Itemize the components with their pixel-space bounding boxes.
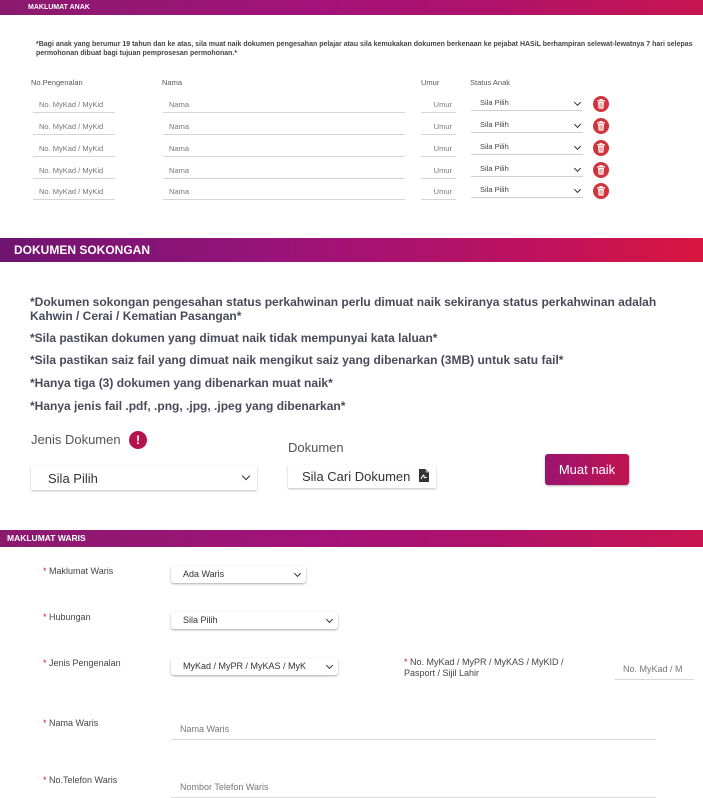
maklumat-waris-title: MAKLUMAT WARIS [7,533,86,543]
trash-icon [596,143,606,153]
nama-waris-placeholder: Nama Waris [180,724,230,734]
chevron-down-icon [574,165,581,172]
required-mark: * [43,718,47,728]
maklumat-waris-label [43,566,113,576]
jenis-pengenalan-label [43,658,121,668]
required-mark: * [43,658,47,668]
column-header-name: Nama [162,78,183,87]
trash-icon [596,121,606,131]
trash-icon [596,165,606,175]
maklumat-waris-label-text: Maklumat Waris [49,566,114,576]
child-id-placeholder: No. MyKad / MyKid [39,166,104,175]
maklumat-waris-select[interactable] [171,566,306,583]
maklumat-waris-value: Ada Waris [183,569,225,579]
upload-button[interactable] [545,454,629,485]
child-age-input[interactable] [421,140,456,157]
child-status-select[interactable] [471,161,583,177]
child-id-input[interactable] [33,140,115,157]
column-header-age: Umur [421,78,440,87]
required-mark: * [404,657,408,667]
child-status-value: Sila Pilih [480,98,509,107]
child-id-input[interactable] [33,118,115,135]
upload-button-label: Muat naik [558,462,616,477]
column-header-id: No.Pengenalan [31,78,83,87]
hubungan-label-text: Hubungan [49,612,91,622]
telefon-waris-label [43,775,117,785]
jenis-dokumen-select[interactable] [31,466,257,490]
child-status-value: Sila Pilih [480,185,509,194]
child-id-placeholder: No. MyKad / MyKid [39,122,104,131]
child-name-placeholder: Nama [169,187,190,196]
child-status-select[interactable] [471,95,583,111]
child-id-input[interactable] [33,162,115,179]
dokumen-note: *Sila pastikan saiz fail yang dimuat naik mengikut saiz yang dibenarkan (3MB) untuk satu fail* [30,353,564,367]
telefon-waris-input[interactable] [171,779,656,798]
jenis-dokumen-value: Sila Pilih [48,471,98,486]
child-id-placeholder: No. MyKad / MyKid [39,187,104,196]
trash-icon [596,186,606,196]
dokumen-sokongan-title: DOKUMEN SOKONGAN [14,243,151,257]
chevron-down-icon [574,99,581,106]
child-name-input[interactable] [163,118,405,135]
jenis-pengenalan-value: MyKad / MyPR / MyKAS / MyK [183,661,307,671]
alert-icon: ! [129,431,147,449]
chevron-down-icon [574,186,581,193]
child-status-value: Sila Pilih [480,164,509,173]
delete-row-button[interactable] [593,140,609,156]
child-name-input[interactable] [163,162,405,179]
column-header-status: Status Anak [470,78,511,87]
child-status-select[interactable] [471,139,583,155]
chevron-down-icon [574,121,581,128]
pdf-file-icon [419,469,429,487]
child-id-input[interactable] [33,96,115,113]
hubungan-value: Sila Pilih [183,615,218,625]
child-status-value: Sila Pilih [480,142,509,151]
child-id-input[interactable] [33,183,115,200]
dokumen-label: Dokumen [288,440,344,455]
dokumen-note: *Dokumen sokongan pengesahan status perkahwinan perlu dimuat naik sekiranya status perkahwinan adalah Kahwin / Cerai / Kematian Pasangan* [30,295,657,323]
chevron-down-icon [326,662,333,669]
delete-row-button[interactable] [593,118,609,134]
no-pengenalan-input[interactable] [614,660,694,680]
child-age-placeholder: Umur [433,144,452,153]
child-status-value: Sila Pilih [480,120,509,129]
required-mark: * [43,775,47,785]
chevron-down-icon [242,472,250,480]
child-name-placeholder: Nama [169,166,190,175]
maklumat-anak-title: MAKLUMAT ANAK [28,4,90,11]
child-age-placeholder: Umur [433,187,452,196]
hubungan-select[interactable] [171,612,338,629]
child-name-input[interactable] [163,140,405,157]
child-age-input[interactable] [421,96,456,113]
chevron-down-icon [574,143,581,150]
required-mark: * [43,612,47,622]
child-name-placeholder: Nama [169,144,190,153]
maklumat-anak-note: *Bagi anak yang berumur 19 tahun dan ke atas, sila muat naik dokumen pengesahan pelajar atau sila kemukakan dokumen berkenaan ke pejabat HASiL berhampiran selewat-lewatnya 7 hari selepas permohonan dibuat bagi tujuan pemprosesan permohonan.* [36,41,693,57]
dokumen-note: *Hanya jenis fail .pdf, .png, .jpg, .jpeg yang dibenarkan* [30,399,346,413]
child-age-input[interactable] [421,118,456,135]
jenis-pengenalan-select[interactable] [171,658,338,675]
telefon-waris-placeholder: Nombor Telefon Waris [180,782,269,792]
child-id-placeholder: No. MyKad / MyKid [39,100,104,109]
hubungan-label [43,612,91,622]
chevron-down-icon [326,616,333,623]
browse-document-button[interactable] [288,465,436,488]
maklumat-waris-header [0,530,703,547]
telefon-waris-label-text: No.Telefon Waris [49,775,118,785]
no-pengenalan-label [404,657,594,679]
dokumen-note: *Sila pastikan dokumen yang dimuat naik tidak mempunyai kata laluan* [30,331,438,345]
child-age-input[interactable] [421,183,456,200]
delete-row-button[interactable] [593,162,609,178]
no-pengenalan-label-text: No. MyKad / MyPR / MyKAS / MyKID / Pasport / Sijil Lahir [404,657,564,678]
child-id-placeholder: No. MyKad / MyKid [39,144,104,153]
child-name-placeholder: Nama [169,122,190,131]
child-name-placeholder: Nama [169,100,190,109]
dokumen-note: *Hanya tiga (3) dokumen yang dibenarkan muat naik* [30,376,333,390]
dokumen-sokongan-header [0,238,703,262]
delete-row-button[interactable] [593,96,609,112]
jenis-dokumen-label: Jenis Dokumen [31,432,121,447]
chevron-down-icon [294,570,301,577]
nama-waris-label-text: Nama Waris [49,718,99,728]
jenis-pengenalan-label-text: Jenis Pengenalan [49,658,121,668]
child-age-placeholder: Umur [433,166,452,175]
no-pengenalan-placeholder: No. MyKad / M [623,664,683,674]
nama-waris-input[interactable] [171,721,656,740]
child-name-input[interactable] [163,96,405,113]
child-status-select[interactable] [471,182,583,198]
child-name-input[interactable] [163,183,405,200]
delete-row-button[interactable] [593,183,609,199]
child-status-select[interactable] [471,117,583,133]
nama-waris-label [43,718,98,728]
required-mark: * [43,566,47,576]
trash-icon [596,99,606,109]
browse-document-label: Sila Cari Dokumen [302,469,411,484]
child-age-input[interactable] [421,162,456,179]
maklumat-anak-header [0,0,703,15]
child-age-placeholder: Umur [433,122,452,131]
child-age-placeholder: Umur [433,100,452,109]
